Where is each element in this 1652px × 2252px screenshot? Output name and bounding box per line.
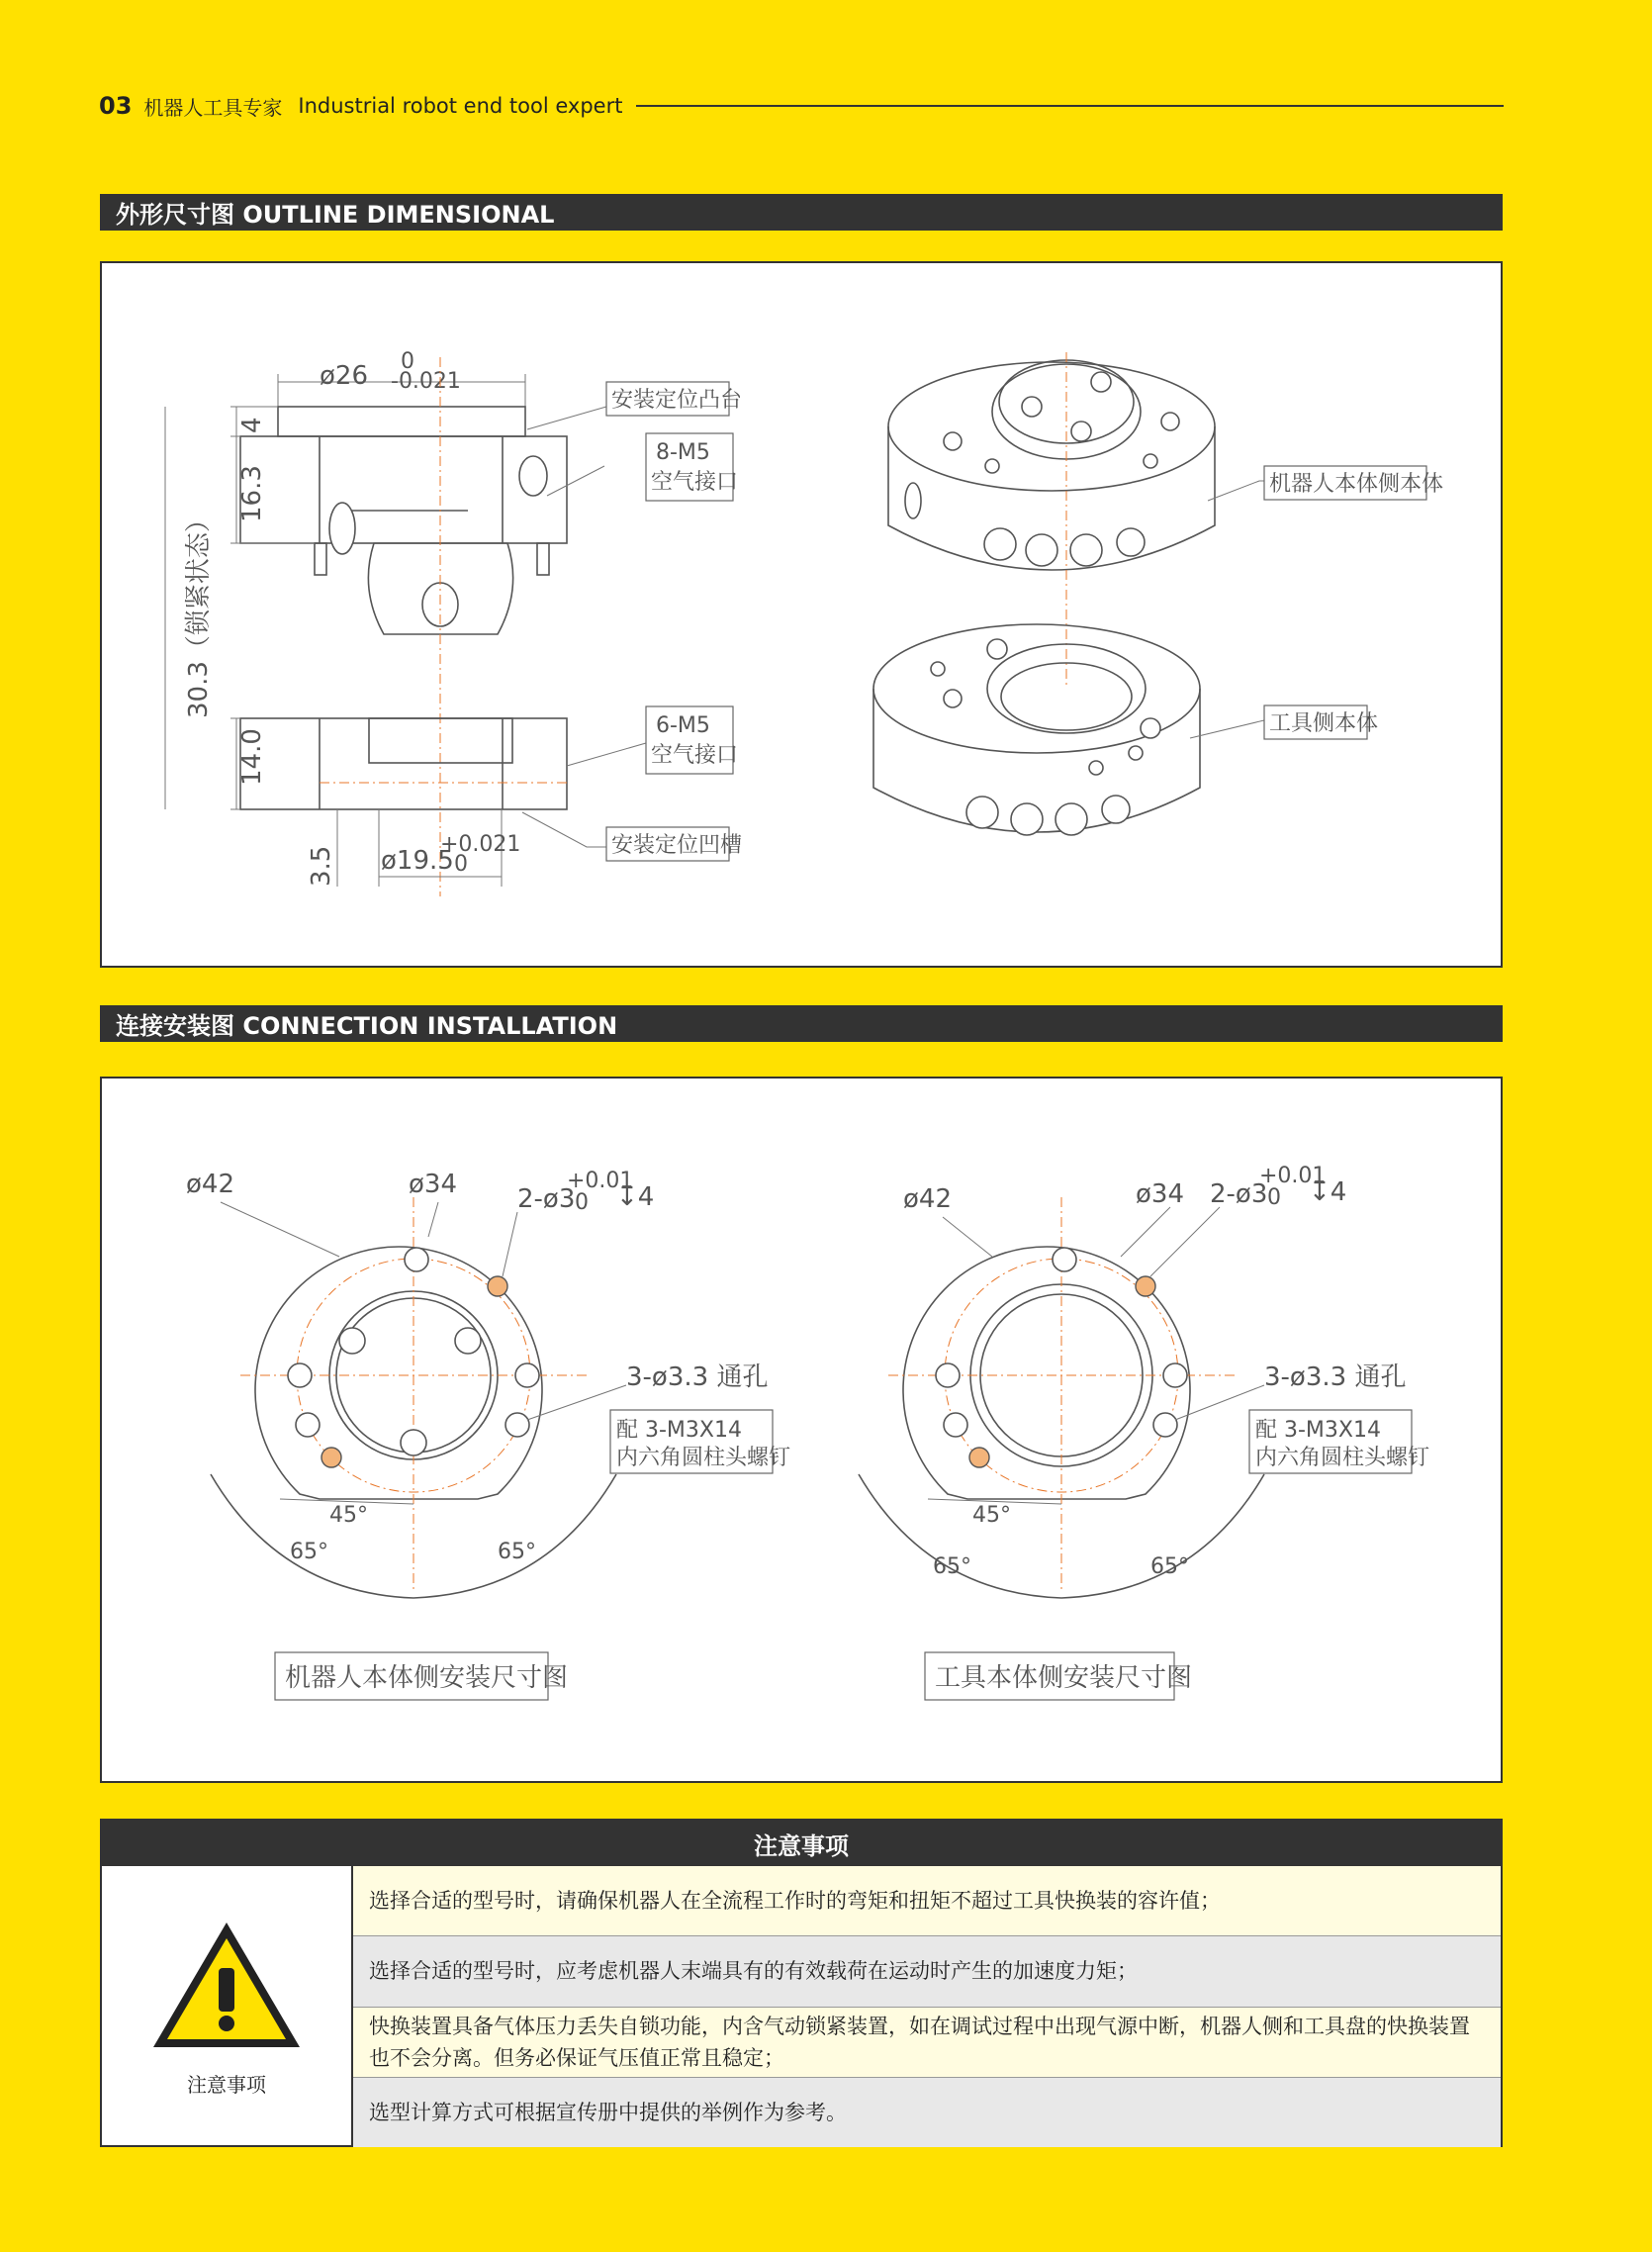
warning-triangle-icon: [147, 1917, 306, 2055]
right-pin-tol-lower: 0: [1267, 1185, 1281, 1210]
right-screw2: 内六角圆柱头螺钉: [1255, 1446, 1430, 1470]
dim-dia-top: ø26: [320, 361, 368, 391]
dim-h16: 16.3: [237, 465, 267, 522]
callout-robot-body: 机器人本体侧本体: [1269, 472, 1444, 497]
right-a65l: 65°: [933, 1554, 971, 1579]
callout-groove: 安装定位凹槽: [611, 833, 743, 858]
right-d42: ø42: [903, 1184, 952, 1214]
left-screw2: 内六角圆柱头螺钉: [616, 1446, 791, 1470]
section-connection-title: 连接安装图 CONNECTION INSTALLATION: [100, 1005, 1503, 1042]
left-pin-tol-upper: +0.01: [567, 1169, 634, 1193]
left-d42: ø42: [186, 1170, 234, 1199]
tool-side-view: [859, 1164, 1429, 1700]
right-screw1: 配 3-M3X14: [1255, 1418, 1381, 1443]
note-item: 选择合适的型号时，应考虑机器人末端具有的有效载荷在运动时产生的加速度力矩；: [353, 1936, 1501, 2007]
left-a65l: 65°: [290, 1540, 328, 1564]
dim-h14: 14.0: [237, 728, 267, 786]
note-item: 选型计算方式可根据宣传册中提供的举例作为参考。: [353, 2078, 1501, 2147]
left-a45: 45°: [329, 1503, 368, 1528]
left-pin-depth: ↧4: [616, 1182, 655, 1212]
notes-title: 注意事项: [102, 1821, 1501, 1866]
dim-h30: 30.3（锁紧状态）: [184, 507, 214, 718]
page-header: [99, 91, 1504, 121]
left-caption: 机器人本体侧安装尺寸图: [285, 1663, 569, 1693]
callout-8m5-a: 8-M5: [656, 440, 710, 465]
right-d34: ø34: [1136, 1179, 1184, 1209]
outline-drawing-panel: [100, 261, 1503, 968]
left-a65r: 65°: [498, 1540, 536, 1564]
left-pin-tol-lower: 0: [575, 1190, 589, 1215]
note-item: 选择合适的型号时，请确保机器人在全流程工作时的弯矩和扭矩不超过工具快换装的容许值；: [353, 1866, 1501, 1936]
right-pin-tol-upper: +0.01: [1259, 1164, 1327, 1188]
right-pin: 2-ø3: [1210, 1179, 1268, 1209]
right-a45: 45°: [972, 1503, 1011, 1528]
right-a65r: 65°: [1150, 1554, 1189, 1579]
dim-dia-bot-tol-upper: +0.021: [440, 832, 521, 857]
right-pin-depth: ↧4: [1309, 1177, 1347, 1207]
header-title-cn: 机器人工具专家: [143, 95, 283, 120]
right-caption: 工具本体侧安装尺寸图: [935, 1663, 1193, 1693]
left-d34: ø34: [409, 1170, 457, 1199]
dim-dia-top-tol-lower: -0.021: [391, 369, 461, 394]
dim-dia-bot: ø19.5: [381, 846, 454, 876]
page-number: 03: [99, 92, 133, 120]
dim-h4: 4: [237, 417, 267, 433]
note-item: 快换装置具备气体压力丢失自锁功能，内含气动锁紧装置，如在调试过程中出现气源中断，机器人侧和工具盘的快换装置也不会分离。但务必保证气压值正常且稳定；: [353, 2008, 1501, 2078]
left-pin: 2-ø3: [517, 1184, 576, 1214]
left-screw1: 配 3-M3X14: [616, 1418, 742, 1443]
dim-dia-top-tol-upper: 0: [401, 349, 414, 374]
right-hole: 3-ø3.3 通孔: [1264, 1362, 1407, 1392]
connection-drawing-panel: [100, 1077, 1503, 1783]
robot-side-view: [186, 1169, 790, 1700]
header-rule: [636, 105, 1504, 107]
callout-boss: 安装定位凸台: [611, 388, 743, 413]
notes-table: [100, 1819, 1503, 2147]
notes-icon-cell: [102, 1866, 353, 2147]
connection-drawing: [102, 1079, 1501, 1781]
left-hole: 3-ø3.3 通孔: [626, 1362, 769, 1392]
header-title-en: Industrial robot end tool expert: [298, 94, 623, 118]
callout-6m5-b: 空气接口: [651, 743, 739, 768]
callout-8m5-b: 空气接口: [651, 470, 739, 495]
section-outline-title: 外形尺寸图 OUTLINE DIMENSIONAL: [100, 194, 1503, 231]
outline-drawing: [102, 263, 1501, 966]
dim-dia-bot-tol-lower: 0: [454, 852, 468, 877]
dim-h3: 3.5: [307, 845, 336, 887]
callout-tool-body: 工具侧本体: [1269, 711, 1379, 736]
callout-6m5-a: 6-M5: [656, 713, 710, 738]
notes-icon-caption: 注意事项: [187, 2072, 266, 2097]
